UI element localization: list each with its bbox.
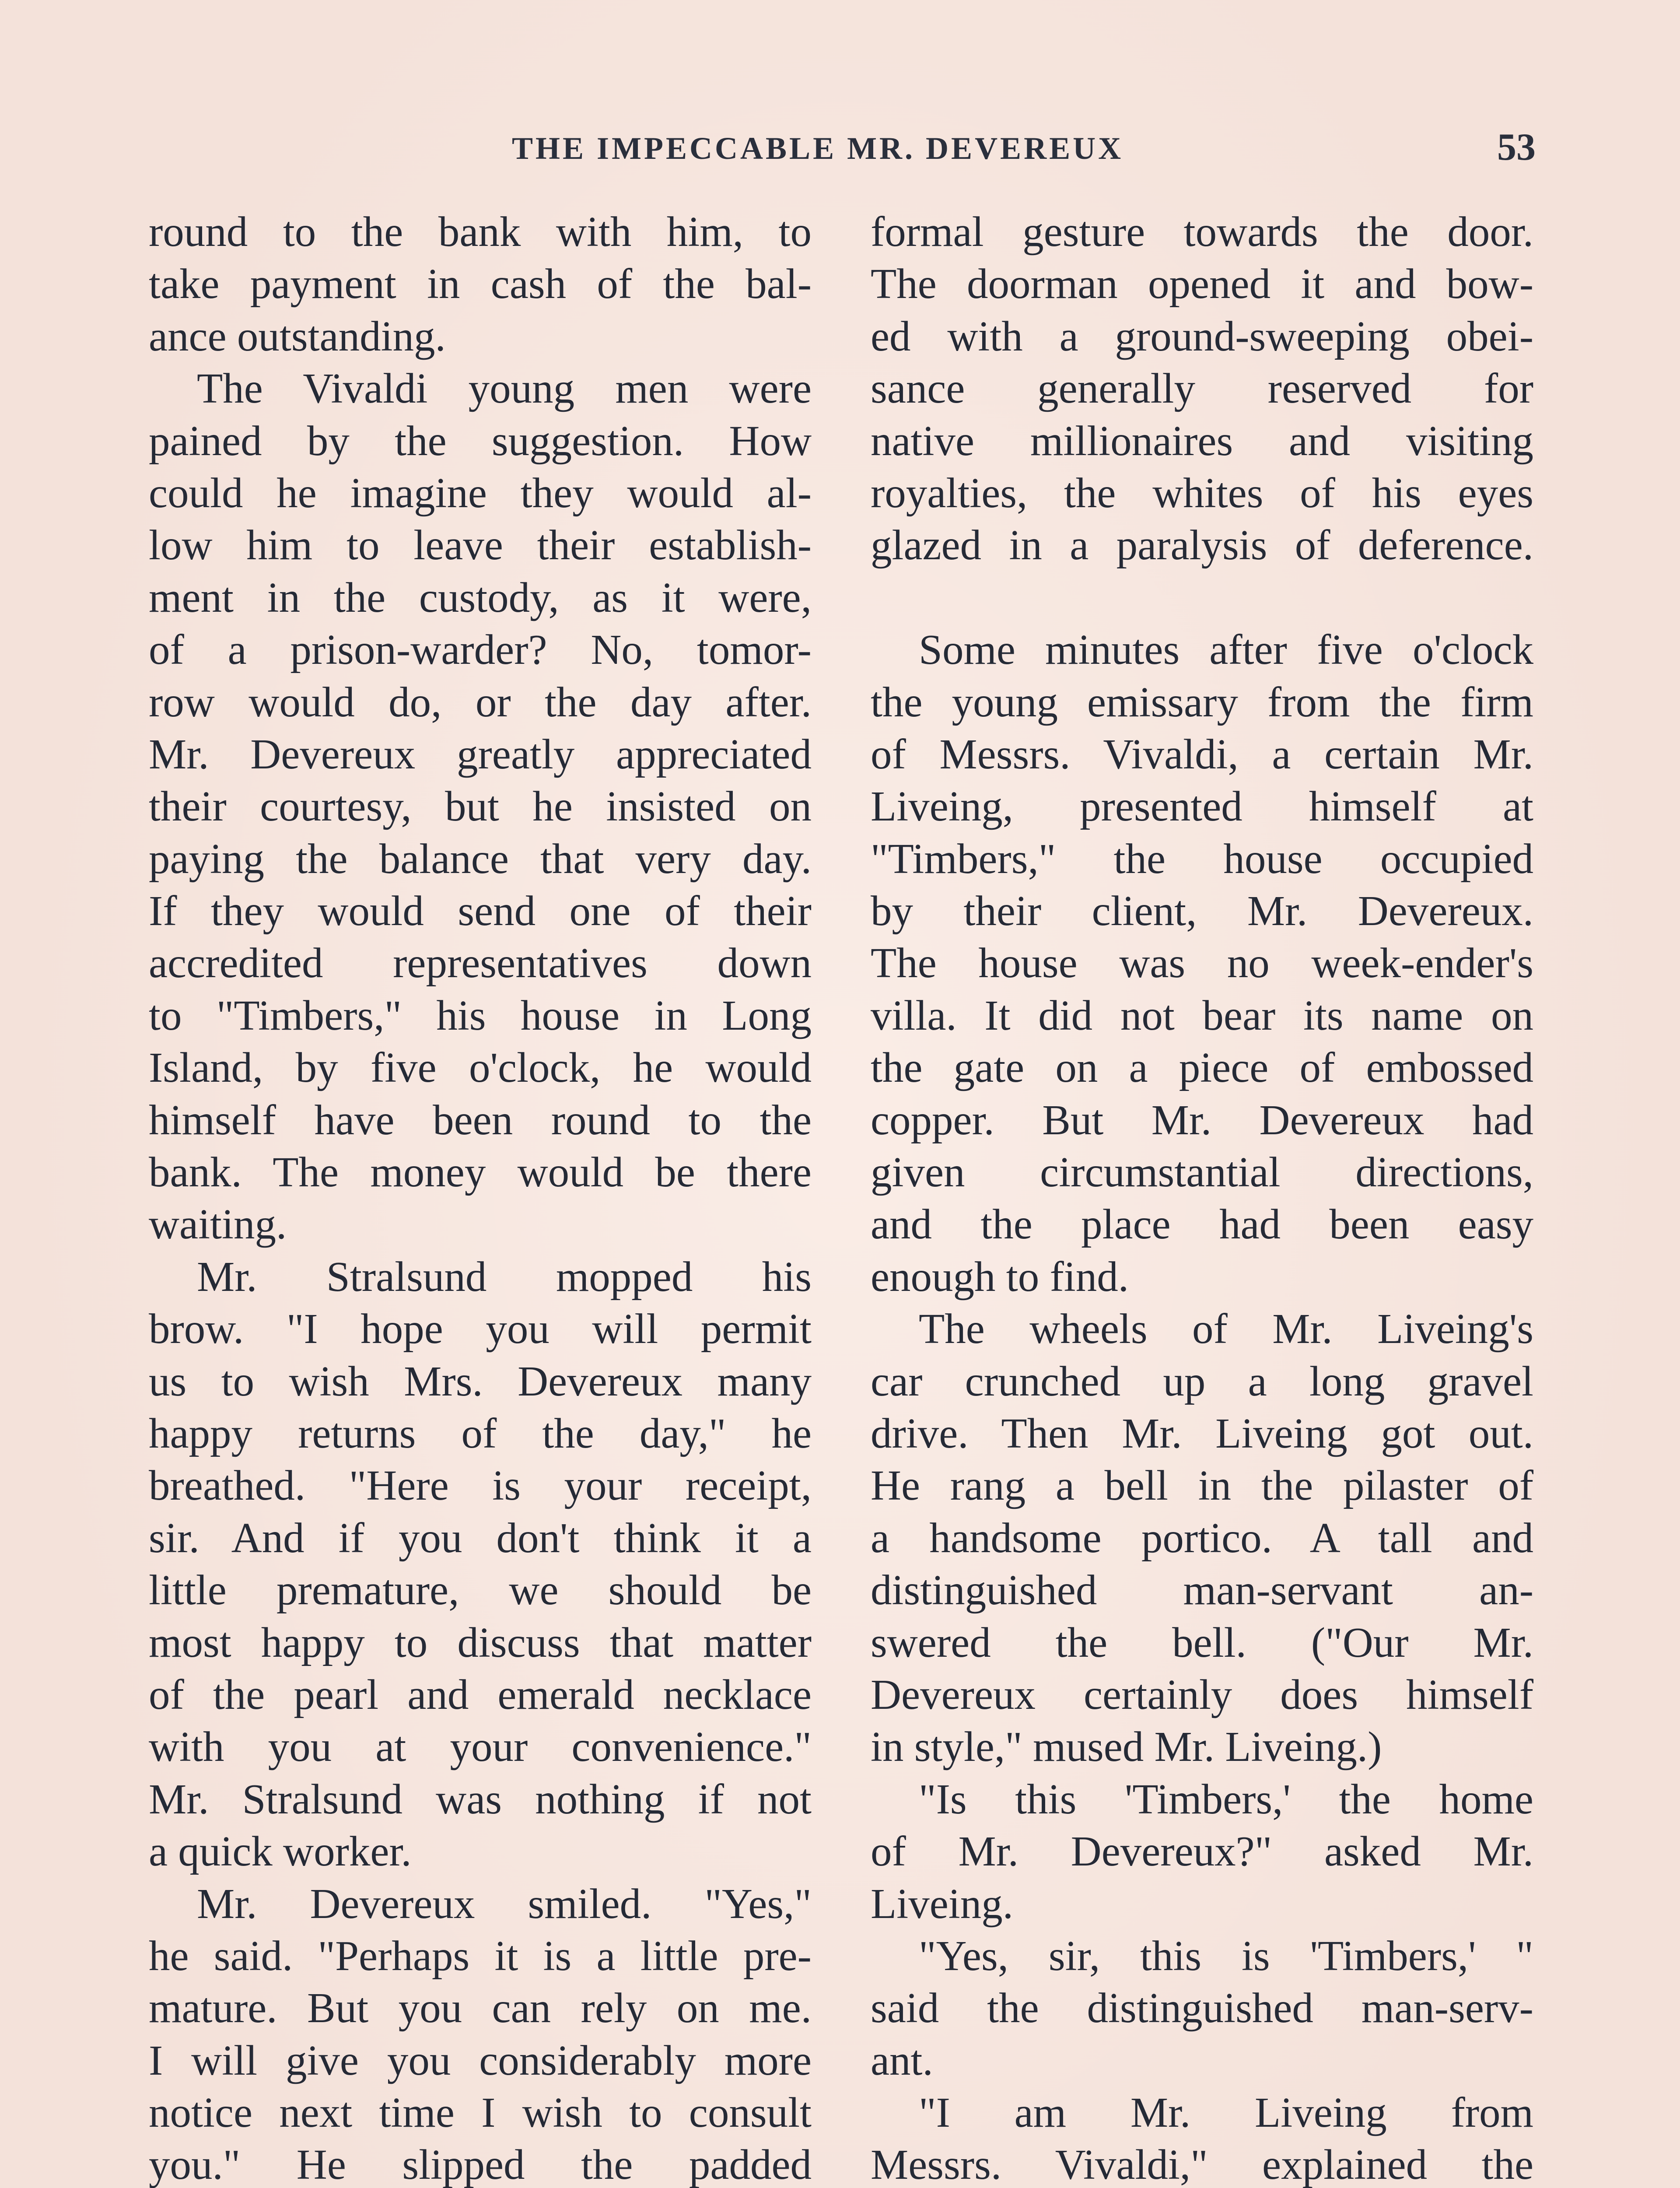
text-line: enough to find.: [871, 1253, 1129, 1300]
text-line: breathed. "Here is your receipt,: [149, 1462, 812, 1509]
text-line: formal gesture towards the door.: [871, 208, 1533, 255]
text-line: native millionaires and visiting: [871, 417, 1533, 464]
text-line: "I am Mr. Liveing from: [919, 2089, 1533, 2136]
text-line: "Yes, sir, this is 'Timbers,' ": [919, 1932, 1533, 1979]
text-line: and the place had been easy: [871, 1201, 1533, 1248]
text-line: Mr. Devereux greatly appreciated: [149, 730, 812, 778]
text-line: notice next time I wish to consult: [149, 2089, 812, 2136]
text-line: swered the bell. ("Our Mr.: [871, 1619, 1533, 1666]
text-line: the gate on a piece of embossed: [871, 1044, 1533, 1091]
text-line: If they would send one of their: [149, 887, 812, 935]
text-line: ance outstanding.: [149, 312, 446, 360]
text-line: ment in the custody, as it were,: [149, 574, 812, 621]
text-line: drive. Then Mr. Liveing got out.: [871, 1410, 1533, 1457]
text-line: of a prison-warder? No, tomor-: [149, 626, 812, 673]
text-line: bank. The money would be there: [149, 1149, 812, 1196]
text-line: round to the bank with him, to: [149, 208, 812, 255]
text-line: of Messrs. Vivaldi, a certain Mr.: [871, 730, 1533, 778]
text-line: with you at your convenience.": [149, 1723, 812, 1771]
text-line: could he imagine they would al-: [149, 469, 812, 516]
text-line: said the distinguished man-serv-: [871, 1985, 1533, 2032]
text-line: Mr. Devereux smiled. "Yes,": [197, 1880, 812, 1927]
text-line: of Mr. Devereux?" asked Mr.: [871, 1828, 1533, 1875]
text-line: paying the balance that very day.: [149, 835, 812, 882]
text-line: distinguished man-servant an-: [871, 1567, 1533, 1614]
text-line: villa. It did not bear its name on: [871, 992, 1533, 1039]
text-line: "Timbers," the house occupied: [871, 835, 1533, 882]
text-line: mature. But you can rely on me.: [149, 1985, 812, 2032]
text-line: Some minutes after five o'clock: [919, 626, 1533, 673]
left-text-column: [149, 206, 812, 2188]
running-title: THE IMPECCABLE MR. DEVEREUX: [512, 131, 1124, 166]
text-line: a quick worker.: [149, 1828, 412, 1875]
text-line: waiting.: [149, 1201, 287, 1248]
text-line: The wheels of Mr. Liveing's: [919, 1305, 1533, 1353]
text-line: a handsome portico. A tall and: [871, 1514, 1533, 1561]
text-line: The Vivaldi young men were: [197, 365, 812, 412]
text-line: you." He slipped the padded: [149, 2141, 812, 2188]
text-line: Devereux certainly does himself: [871, 1671, 1533, 1718]
text-line: ant.: [871, 2037, 933, 2084]
section-break: [871, 572, 1533, 624]
right-text-column: [871, 206, 1533, 2188]
text-line: he said. "Perhaps it is a little pre-: [149, 1932, 812, 1979]
text-line: The house was no week-ender's: [871, 940, 1533, 987]
text-line: low him to leave their establish-: [149, 522, 812, 569]
text-line: take payment in cash of the bal-: [149, 260, 812, 308]
text-line: given circumstantial directions,: [871, 1149, 1533, 1196]
text-line: in style," mused Mr. Liveing.): [871, 1723, 1382, 1771]
text-line: most happy to discuss that matter: [149, 1619, 812, 1666]
text-line: "Is this 'Timbers,' the home: [919, 1775, 1533, 1823]
text-line: accredited representatives down: [149, 940, 812, 987]
text-line: us to wish Mrs. Devereux many: [149, 1357, 812, 1405]
text-line: Island, by five o'clock, he would: [149, 1044, 812, 1091]
text-line: himself have been round to the: [149, 1096, 812, 1143]
text-line: I will give you considerably more: [149, 2037, 812, 2084]
text-line: ed with a ground-sweeping obei-: [871, 312, 1533, 360]
text-line: copper. But Mr. Devereux had: [871, 1096, 1533, 1143]
text-line: Liveing, presented himself at: [871, 783, 1533, 830]
text-line: sir. And if you don't think it a: [149, 1514, 812, 1561]
text-line: Liveing.: [871, 1880, 1013, 1927]
text-line: to "Timbers," his house in Long: [149, 992, 812, 1039]
text-line: He rang a bell in the pilaster of: [871, 1462, 1533, 1509]
text-line: glazed in a paralysis of deference.: [871, 522, 1533, 569]
text-line: The doorman opened it and bow-: [871, 260, 1533, 308]
text-line: Messrs. Vivaldi," explained the: [871, 2141, 1533, 2188]
text-line: their courtesy, but he insisted on: [149, 783, 812, 830]
text-line: happy returns of the day," he: [149, 1410, 812, 1457]
page-number: 53: [1497, 126, 1536, 168]
text-line: Mr. Stralsund was nothing if not: [149, 1775, 812, 1823]
text-line: by their client, Mr. Devereux.: [871, 887, 1533, 935]
text-line: sance generally reserved for: [871, 365, 1533, 412]
text-line: of the pearl and emerald necklace: [149, 1671, 812, 1718]
text-line: brow. "I hope you will permit: [149, 1305, 812, 1353]
text-line: Mr. Stralsund mopped his: [197, 1253, 812, 1300]
text-line: row would do, or the day after.: [149, 678, 812, 726]
text-line: pained by the suggestion. How: [149, 417, 812, 464]
text-line: the young emissary from the firm: [871, 678, 1533, 726]
text-line: royalties, the whites of his eyes: [871, 469, 1533, 516]
text-line: car crunched up a long gravel: [871, 1357, 1533, 1405]
text-line: little premature, we should be: [149, 1567, 812, 1614]
